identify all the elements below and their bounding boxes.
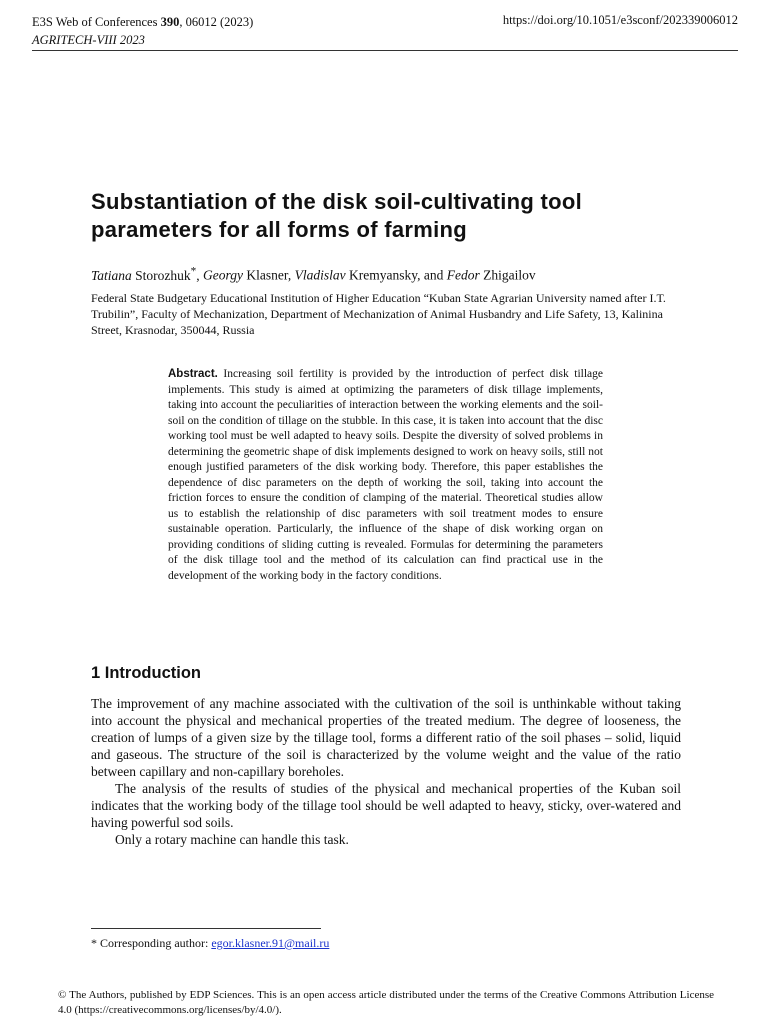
section-body [91, 695, 681, 848]
author-email-link[interactable]: egor.klasner.91@mail.ru [211, 936, 330, 950]
author: Tatiana Storozhuk*, [91, 265, 204, 283]
abstract [168, 367, 603, 584]
running-header [32, 13, 253, 49]
abstract-label: Abstract. [168, 368, 218, 380]
corresponding-mark: * [190, 265, 197, 277]
volume-number: 390 [160, 15, 180, 29]
conference-name: AGRITECH-VIII 2023 [32, 33, 145, 47]
author: Vladislav Kremyansky, and [294, 267, 447, 283]
license-notice: © The Authors, published by EDP Sciences. This is an open access article distributed under the terms of the Creative Commons Attribution License 4.0 (https://creativecommons.org/licenses/by/4.0/). [58, 989, 714, 1016]
doi-link[interactable]: https://doi.org/10.1051/e3sconf/202339006012 [502, 13, 738, 27]
paper-title: Substantiation of the disk soil-cultivating tool parameters for all forms of farming [91, 189, 583, 242]
affiliation: Federal State Budgetary Educational Institution of Higher Education “Kuban State Agrarian University named after I.T. Trubilin”, Faculty of Mechanization, Department of Mechanization of Animal Husbandry and Life Safety, 13, Kalinina Street, Krasnodar, 350044, Russia [91, 291, 666, 337]
journal-citation: E3S Web of Conferences 390, 06012 (2023) [32, 15, 254, 29]
abstract-text: Increasing soil fertility is provided by the introduction of perfect disk tillage implements. This study is aimed at optimizing the parameters of disk tillage implements, taking into account the peculiarities of interaction between the working elements and the soil-soil on the condition of tillage on the stubble. In this case, it is taken into account that the disc working tool must be well adapted to heavy soils. Despite the diversity of solved problems in determining the geometric shape of disk implements designed to work on heavy soils, still not enough justified parameters of the disk working body. Therefore, this paper establishes the dependence of disc parameters on the depth of working the soil, taking into account the friction forces to ensure the condition of clamping of the material. Theoretical studies allow us to establish the relationship of disc parameters with soil treatment modes to ensure sustainable operation. Particularly, the influence of the shape of disk working organ on providing conditions of sliding cutting is revealed. Formulas for determining the parameters of the disk tillage tool and the method of its calculation can find practical use in the development of the working body in the factory conditions. [168, 368, 604, 582]
section-heading: 1 Introduction [91, 664, 201, 682]
paragraph: Only a rotary machine can handle this task. [115, 832, 349, 847]
paragraph: The improvement of any machine associated with the cultivation of the soil is unthinkable without taking into account the physical and mechanical properties of the treated medium. The degree of looseness, the creation of lumps of a given size by the tillage tool, forms a different ratio of the soil phases – solid, liquid and gaseous. The structure of the soil is characterized by the volume weight and the value of the ratio between capillary and non-capillary boreholes. [91, 696, 681, 779]
footnote-rule [91, 928, 321, 929]
footnote: * Corresponding author: egor.klasner.91@mail.ru [91, 936, 330, 950]
paragraph: The analysis of the results of studies of the physical and mechanical properties of the Kuban soil indicates that the working body of the tillage tool should be well adapted to heavy, sticky, over-watered and having powerful sod soils. [91, 781, 681, 830]
author-list [91, 265, 536, 284]
header-rule [32, 50, 738, 51]
author: Fedor Zhigailov [446, 267, 536, 283]
author: Georgy Klasner, [203, 267, 295, 283]
